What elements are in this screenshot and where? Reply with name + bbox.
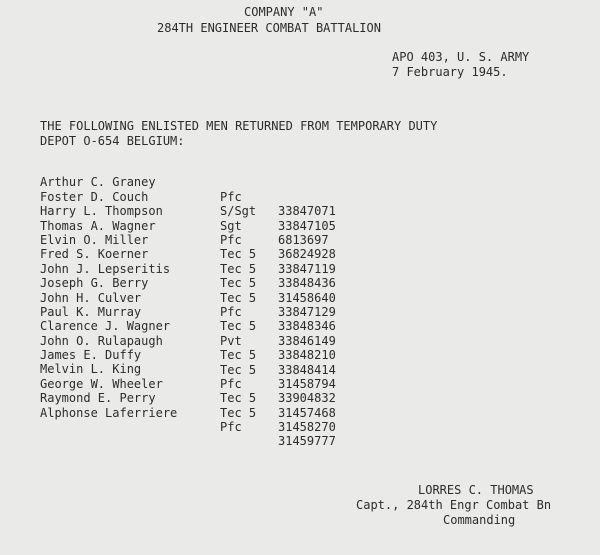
roster-list <box>40 161 336 449</box>
soldier-name: James E. Duffy <box>40 348 142 363</box>
soldier-rank: Sgt <box>220 218 242 233</box>
serial-number: 31459777 <box>278 434 336 449</box>
soldier-name: John O. Rulapaugh <box>40 333 163 348</box>
serial-number: 33848414 <box>278 362 336 377</box>
soldier-name: Harry L. Thompson <box>40 204 163 219</box>
soldier-name: Thomas A. Wagner <box>40 218 156 233</box>
soldier-rank: Tec 5 <box>220 405 257 420</box>
soldier-name: Clarence J. Wagner <box>40 319 171 334</box>
soldier-rank: Tec 5 <box>220 276 257 291</box>
serial-number: 33848210 <box>278 348 336 363</box>
serial-number: 33847071 <box>278 204 336 219</box>
serial-number: 33847105 <box>278 218 336 233</box>
soldier-name: Fred S. Koerner <box>40 247 149 262</box>
soldier-rank: Tec 5 <box>220 348 257 363</box>
soldier-rank: Tec 5 <box>220 290 257 305</box>
serial-number: 31458640 <box>278 290 336 305</box>
soldier-rank: Tec 5 <box>220 319 257 334</box>
serial-number: 33848346 <box>278 319 336 334</box>
signatory-title: Capt., 284th Engr Combat Bn <box>356 498 552 512</box>
serial-number: 31457468 <box>278 405 336 420</box>
soldier-rank: Pfc <box>220 420 242 435</box>
serial-number: 31458794 <box>278 376 336 391</box>
soldier-rank: Pfc <box>220 189 242 204</box>
serial-number: 33847119 <box>278 261 336 276</box>
soldier-name: George W. Wheeler <box>40 376 163 391</box>
serial-number: 33904832 <box>278 391 336 406</box>
soldier-name: Melvin L. King <box>40 362 142 377</box>
document-date: 7 February 1945. <box>392 65 508 79</box>
soldier-name: John H. Culver <box>40 290 142 305</box>
battalion-heading: 284TH ENGINEER COMBAT BATTALION <box>157 21 381 35</box>
serial-number: 33846149 <box>278 333 336 348</box>
soldier-name: Alphonse Laferriere <box>40 405 178 420</box>
serial-number: 36824928 <box>278 247 336 262</box>
serial-number: 33847129 <box>278 304 336 319</box>
soldier-rank: Pfc <box>220 304 242 319</box>
serial-number: 33848436 <box>278 276 336 291</box>
soldier-rank: Tec 5 <box>220 362 257 377</box>
signatory-name: LORRES C. THOMAS <box>418 483 534 497</box>
soldier-name: Paul K. Murray <box>40 304 142 319</box>
soldier-rank: S/Sgt <box>220 204 257 219</box>
intro-line-2: DEPOT O-654 BELGIUM: <box>40 134 185 148</box>
soldier-rank: Tec 5 <box>220 261 257 276</box>
soldier-rank: Pfc <box>220 232 242 247</box>
apo-address: APO 403, U. S. ARMY <box>392 50 530 64</box>
intro-line-1: THE FOLLOWING ENLISTED MEN RETURNED FROM TEMPORARY DUTY <box>40 119 438 133</box>
soldier-name: Raymond E. Perry <box>40 391 156 406</box>
soldier-rank: Pvt <box>220 333 242 348</box>
soldier-name: Foster D. Couch <box>40 189 149 204</box>
serial-number: 31458270 <box>278 420 336 435</box>
soldier-rank: Tec 5 <box>220 391 257 406</box>
soldier-rank: Tec 5 <box>220 247 257 262</box>
soldier-rank: Pfc <box>220 376 242 391</box>
soldier-name: Elvin O. Miller <box>40 232 149 247</box>
serial-number: 6813697 <box>278 233 329 247</box>
company-heading: COMPANY "A" <box>244 5 324 19</box>
soldier-name: Joseph G. Berry <box>40 276 149 291</box>
soldier-name: Arthur C. Graney <box>40 175 156 190</box>
soldier-name: John J. Lepseritis <box>40 261 171 276</box>
signatory-role: Commanding <box>443 513 516 527</box>
